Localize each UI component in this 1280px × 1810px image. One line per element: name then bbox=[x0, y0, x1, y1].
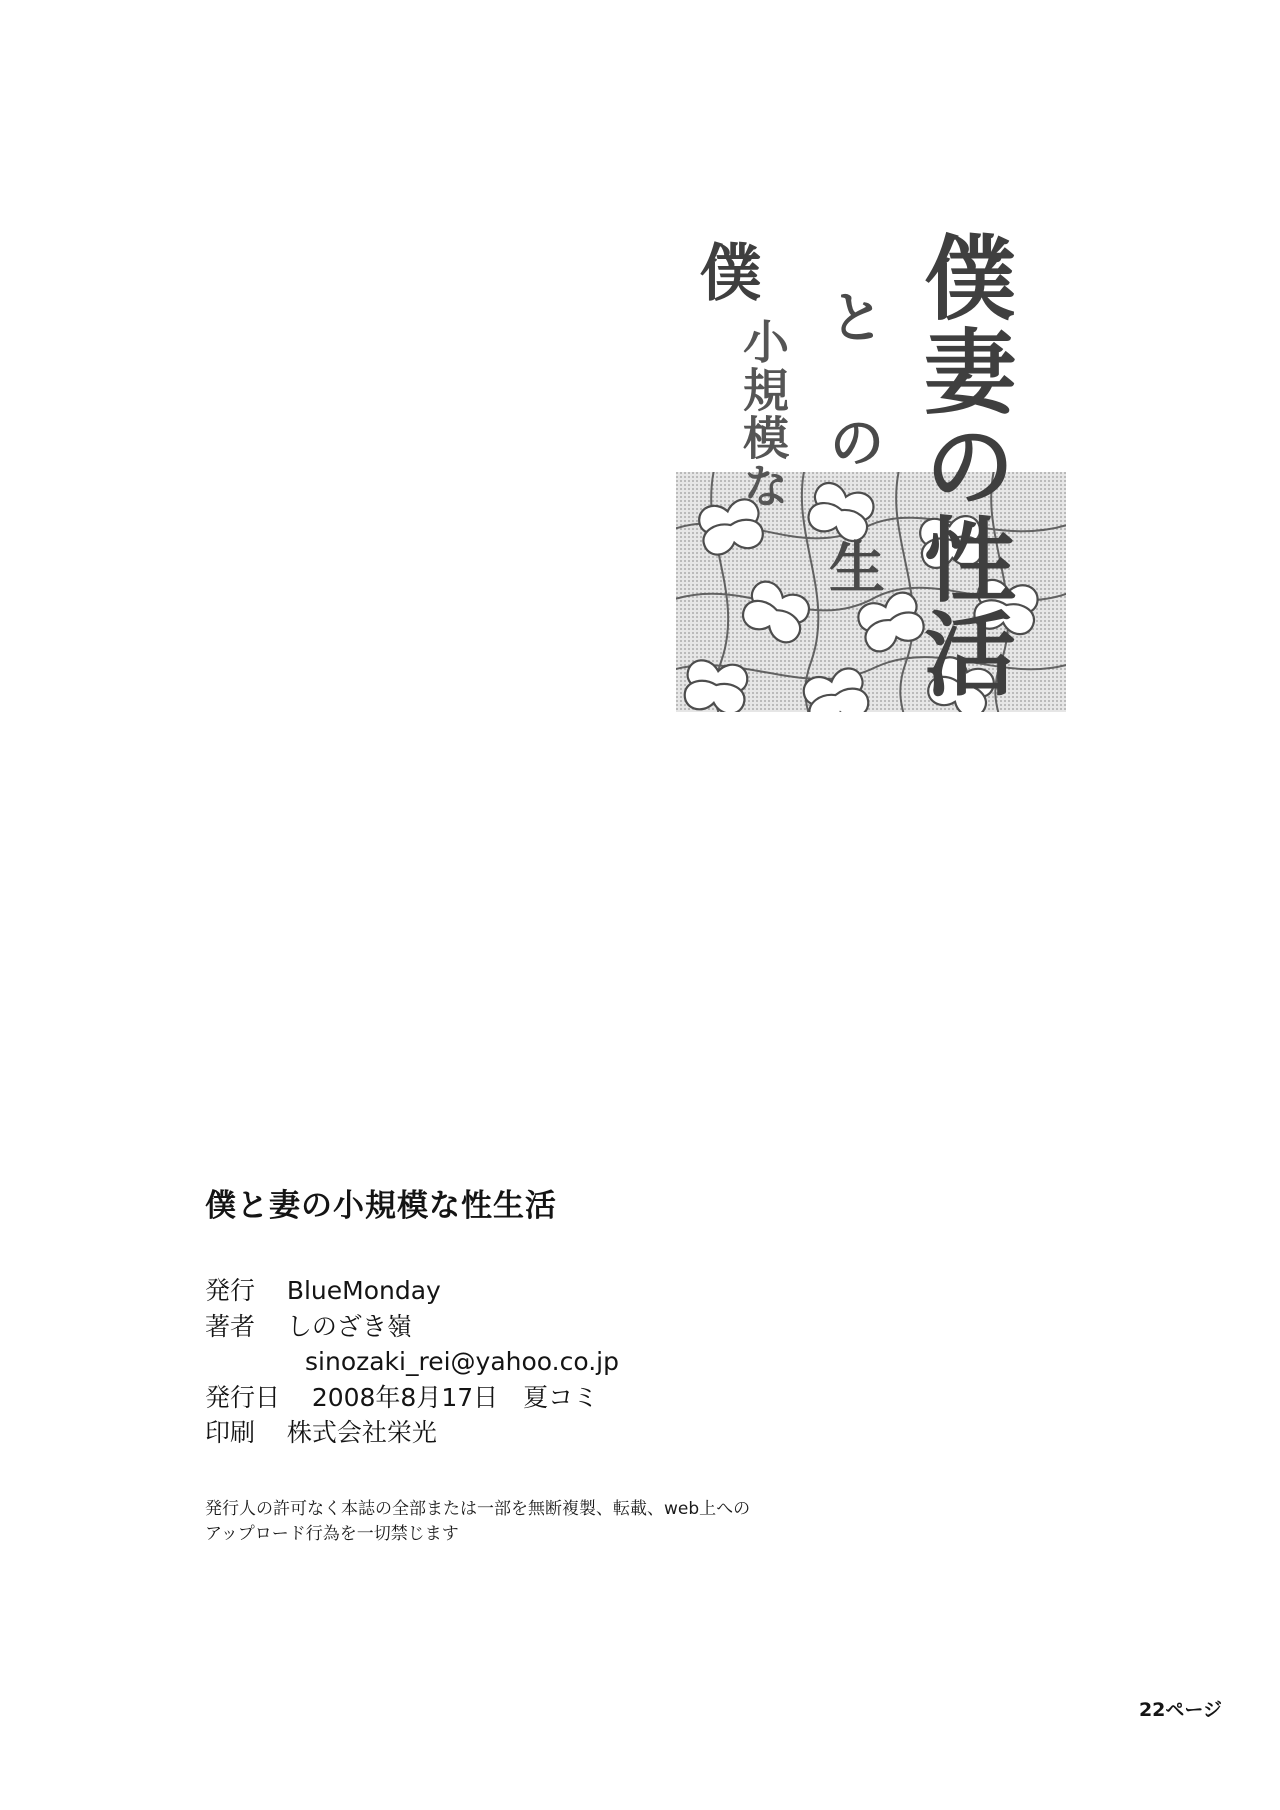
credit-value-email: sinozaki_rei@yahoo.co.jp bbox=[305, 1347, 619, 1376]
credit-label-printer: 印刷 bbox=[205, 1418, 256, 1447]
cover-vertical-title-line3: 僕 bbox=[689, 240, 762, 304]
credit-label-author: 著者 bbox=[205, 1311, 256, 1341]
credit-label-publisher: 発行 bbox=[205, 1276, 256, 1305]
page-number: 22ページ bbox=[1138, 1699, 1222, 1721]
copyright-notice-line-2: アップロード行為を一切禁じます bbox=[205, 1524, 459, 1544]
credit-value-author: しのざき嶺 bbox=[286, 1311, 412, 1341]
credit-value-date: 2008年8月17日 夏コミ bbox=[311, 1382, 599, 1412]
cover-vertical-title-main: 僕妻の性活 bbox=[909, 230, 1016, 700]
credits-list bbox=[205, 1273, 1105, 1451]
credit-row-printer bbox=[205, 1415, 1105, 1451]
credit-label-date: 発行日 bbox=[205, 1382, 281, 1412]
credit-row-author bbox=[205, 1309, 1105, 1345]
cover-vertical-title-line1: と の 生 bbox=[820, 288, 885, 596]
credit-value-printer: 株式会社栄光 bbox=[286, 1418, 437, 1447]
cover-vertical-title-line2: 小規模な bbox=[736, 318, 790, 510]
cover-title-artwork bbox=[676, 220, 1076, 720]
publication-title: 僕と妻の小規模な性生活 bbox=[205, 1188, 557, 1224]
copyright-notice bbox=[205, 1497, 1105, 1548]
copyright-notice-line-1: 発行人の許可なく本誌の全部または一部を無断複製、転載、web上への bbox=[205, 1498, 751, 1519]
credit-value-publisher: BlueMonday bbox=[286, 1276, 441, 1305]
credit-row-date bbox=[205, 1380, 1105, 1416]
colophon-block bbox=[205, 1180, 1105, 1548]
credit-row-publisher bbox=[205, 1273, 1105, 1309]
